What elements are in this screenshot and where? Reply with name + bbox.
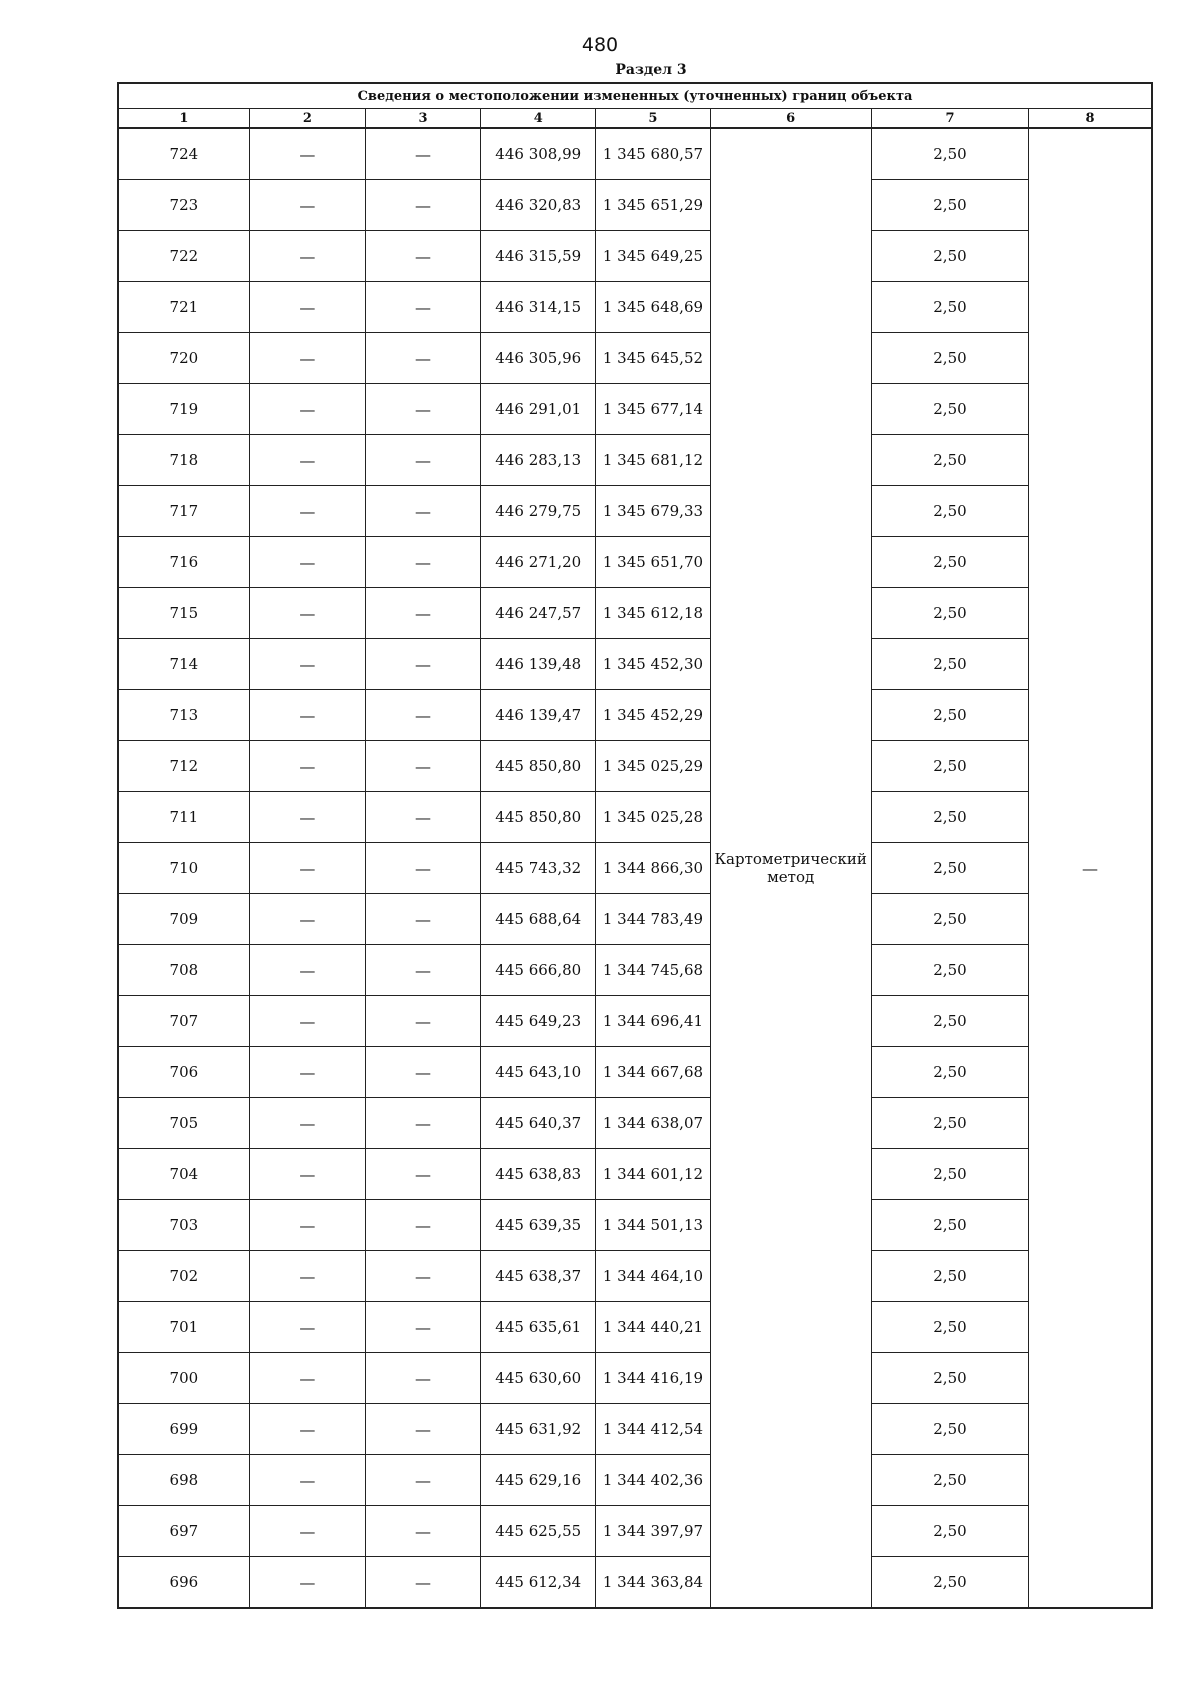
cell-c4: 445 625,55 [481,1506,596,1557]
table-row [118,384,1152,435]
cell-c7: 2,50 [871,282,1028,333]
cell-c1: 713 [118,690,249,741]
cell-c1: 719 [118,384,249,435]
cell-c4: 445 639,35 [481,1200,596,1251]
cell-c4: 445 850,80 [481,792,596,843]
cell-c2: — [249,1251,365,1302]
cell-c3: — [365,537,480,588]
cell-c1: 696 [118,1557,249,1609]
cell-c5: 1 345 452,29 [596,690,710,741]
cell-c2: — [249,588,365,639]
column-number: 4 [481,109,596,129]
column8-cell: — [1029,128,1152,1608]
cell-c5: 1 345 651,70 [596,537,710,588]
cell-c1: 718 [118,435,249,486]
table-row [118,843,1152,894]
cell-c3: — [365,1149,480,1200]
cell-c1: 721 [118,282,249,333]
table-row [118,588,1152,639]
cell-c2: — [249,1506,365,1557]
cell-c1: 708 [118,945,249,996]
cell-c7: 2,50 [871,384,1028,435]
cell-c7: 2,50 [871,1455,1028,1506]
cell-c4: 445 629,16 [481,1455,596,1506]
cell-c1: 709 [118,894,249,945]
cell-c5: 1 345 677,14 [596,384,710,435]
table-row [118,1251,1152,1302]
cell-c5: 1 344 783,49 [596,894,710,945]
table-row [118,741,1152,792]
cell-c7: 2,50 [871,231,1028,282]
column-number: 2 [249,109,365,129]
cell-c4: 445 666,80 [481,945,596,996]
cell-c7: 2,50 [871,996,1028,1047]
table-row [118,792,1152,843]
cell-c1: 717 [118,486,249,537]
cell-c4: 445 631,92 [481,1404,596,1455]
cell-c2: — [249,1353,365,1404]
table-row [118,690,1152,741]
cell-c4: 446 305,96 [481,333,596,384]
cell-c2: — [249,1098,365,1149]
cell-c7: 2,50 [871,435,1028,486]
table-row [118,1098,1152,1149]
cell-c7: 2,50 [871,333,1028,384]
cell-c7: 2,50 [871,1251,1028,1302]
cell-c2: — [249,486,365,537]
cell-c5: 1 345 025,29 [596,741,710,792]
cell-c1: 697 [118,1506,249,1557]
cell-c1: 698 [118,1455,249,1506]
cell-c2: — [249,639,365,690]
table-row [118,945,1152,996]
cell-c2: — [249,231,365,282]
cell-c3: — [365,180,480,231]
cell-c2: — [249,180,365,231]
cell-c5: 1 345 645,52 [596,333,710,384]
cell-c4: 445 688,64 [481,894,596,945]
cell-c5: 1 344 667,68 [596,1047,710,1098]
cell-c3: — [365,1404,480,1455]
cell-c7: 2,50 [871,1557,1028,1609]
cell-c2: — [249,1557,365,1609]
cell-c3: — [365,945,480,996]
cell-c3: — [365,588,480,639]
cell-c7: 2,50 [871,639,1028,690]
method-cell: Картометрический метод [710,128,871,1608]
cell-c1: 705 [118,1098,249,1149]
cell-c4: 446 315,59 [481,231,596,282]
cell-c7: 2,50 [871,1149,1028,1200]
cell-c5: 1 344 402,36 [596,1455,710,1506]
cell-c2: — [249,741,365,792]
cell-c5: 1 345 452,30 [596,639,710,690]
cell-c1: 715 [118,588,249,639]
column-number: 3 [365,109,480,129]
cell-c5: 1 345 612,18 [596,588,710,639]
cell-c3: — [365,231,480,282]
table-row [118,333,1152,384]
cell-c3: — [365,996,480,1047]
cell-c5: 1 344 440,21 [596,1302,710,1353]
cell-c4: 446 314,15 [481,282,596,333]
column-number: 6 [710,109,871,129]
cell-c4: 446 320,83 [481,180,596,231]
cell-c4: 446 139,47 [481,690,596,741]
cell-c3: — [365,1557,480,1609]
cell-c5: 1 345 649,25 [596,231,710,282]
column-number: 8 [1029,109,1152,129]
cell-c4: 445 630,60 [481,1353,596,1404]
cell-c7: 2,50 [871,128,1028,180]
cell-c3: — [365,1047,480,1098]
cell-c4: 445 743,32 [481,843,596,894]
cell-c2: — [249,384,365,435]
cell-c7: 2,50 [871,894,1028,945]
cell-c2: — [249,1302,365,1353]
cell-c4: 446 308,99 [481,128,596,180]
cell-c1: 706 [118,1047,249,1098]
cell-c1: 723 [118,180,249,231]
cell-c4: 445 850,80 [481,741,596,792]
cell-c3: — [365,1353,480,1404]
table-row [118,128,1152,180]
table-row [118,1047,1152,1098]
cell-c2: — [249,537,365,588]
cell-c2: — [249,128,365,180]
cell-c5: 1 344 866,30 [596,843,710,894]
table-caption: Сведения о местоположении измененных (уточненных) границ объекта [118,83,1152,109]
cell-c1: 699 [118,1404,249,1455]
table-row [118,1149,1152,1200]
column-number: 1 [118,109,249,129]
cell-c4: 445 638,37 [481,1251,596,1302]
boundary-coordinates-table [117,82,1153,1609]
cell-c7: 2,50 [871,486,1028,537]
column-number: 7 [871,109,1028,129]
cell-c3: — [365,435,480,486]
page-number: 480 [581,34,619,56]
table-row [118,1353,1152,1404]
cell-c5: 1 345 651,29 [596,180,710,231]
cell-c7: 2,50 [871,1302,1028,1353]
cell-c4: 446 271,20 [481,537,596,588]
cell-c7: 2,50 [871,1404,1028,1455]
cell-c1: 722 [118,231,249,282]
cell-c2: — [249,945,365,996]
cell-c7: 2,50 [871,1353,1028,1404]
cell-c5: 1 345 648,69 [596,282,710,333]
cell-c4: 445 638,83 [481,1149,596,1200]
cell-c3: — [365,639,480,690]
cell-c7: 2,50 [871,180,1028,231]
table-row [118,996,1152,1047]
cell-c4: 446 247,57 [481,588,596,639]
cell-c2: — [249,1200,365,1251]
cell-c3: — [365,1200,480,1251]
table-row [118,1404,1152,1455]
table-row [118,435,1152,486]
cell-c2: — [249,843,365,894]
cell-c4: 445 643,10 [481,1047,596,1098]
cell-c7: 2,50 [871,1506,1028,1557]
cell-c7: 2,50 [871,741,1028,792]
table-row [118,282,1152,333]
cell-c3: — [365,894,480,945]
cell-c7: 2,50 [871,792,1028,843]
cell-c2: — [249,1149,365,1200]
cell-c5: 1 344 412,54 [596,1404,710,1455]
cell-c1: 710 [118,843,249,894]
column-number: 5 [596,109,710,129]
cell-c1: 714 [118,639,249,690]
table-row [118,639,1152,690]
cell-c2: — [249,792,365,843]
table-row [118,231,1152,282]
cell-c4: 445 635,61 [481,1302,596,1353]
cell-c4: 446 139,48 [481,639,596,690]
cell-c1: 724 [118,128,249,180]
cell-c3: — [365,792,480,843]
cell-c1: 704 [118,1149,249,1200]
cell-c7: 2,50 [871,843,1028,894]
cell-c3: — [365,486,480,537]
cell-c1: 720 [118,333,249,384]
cell-c3: — [365,384,480,435]
column-number-row [118,109,1152,129]
cell-c7: 2,50 [871,537,1028,588]
cell-c1: 703 [118,1200,249,1251]
cell-c3: — [365,843,480,894]
cell-c5: 1 344 464,10 [596,1251,710,1302]
cell-c1: 702 [118,1251,249,1302]
cell-c3: — [365,1455,480,1506]
cell-c3: — [365,1506,480,1557]
cell-c3: — [365,333,480,384]
cell-c1: 711 [118,792,249,843]
cell-c2: — [249,1047,365,1098]
cell-c3: — [365,1098,480,1149]
table-row [118,1455,1152,1506]
cell-c4: 445 640,37 [481,1098,596,1149]
cell-c2: — [249,894,365,945]
cell-c5: 1 344 638,07 [596,1098,710,1149]
cell-c5: 1 345 681,12 [596,435,710,486]
cell-c4: 446 291,01 [481,384,596,435]
cell-c4: 445 612,34 [481,1557,596,1609]
cell-c5: 1 344 397,97 [596,1506,710,1557]
cell-c5: 1 344 745,68 [596,945,710,996]
cell-c2: — [249,333,365,384]
cell-c2: — [249,996,365,1047]
cell-c2: — [249,1404,365,1455]
section-title: Раздел 3 [615,62,687,78]
cell-c5: 1 344 696,41 [596,996,710,1047]
cell-c1: 700 [118,1353,249,1404]
cell-c7: 2,50 [871,1098,1028,1149]
cell-c3: — [365,1251,480,1302]
cell-c4: 446 283,13 [481,435,596,486]
cell-c1: 712 [118,741,249,792]
table-body [118,128,1152,1608]
cell-c1: 707 [118,996,249,1047]
cell-c3: — [365,282,480,333]
cell-c5: 1 344 363,84 [596,1557,710,1609]
cell-c3: — [365,741,480,792]
cell-c2: — [249,435,365,486]
cell-c1: 716 [118,537,249,588]
cell-c7: 2,50 [871,945,1028,996]
table-row [118,1200,1152,1251]
table-row [118,894,1152,945]
cell-c7: 2,50 [871,1047,1028,1098]
cell-c5: 1 344 501,13 [596,1200,710,1251]
cell-c5: 1 345 679,33 [596,486,710,537]
cell-c7: 2,50 [871,1200,1028,1251]
cell-c5: 1 344 601,12 [596,1149,710,1200]
cell-c3: — [365,1302,480,1353]
cell-c4: 445 649,23 [481,996,596,1047]
table-row [118,1506,1152,1557]
cell-c3: — [365,128,480,180]
cell-c1: 701 [118,1302,249,1353]
table-row [118,1302,1152,1353]
cell-c7: 2,50 [871,690,1028,741]
cell-c2: — [249,282,365,333]
cell-c2: — [249,1455,365,1506]
cell-c5: 1 345 025,28 [596,792,710,843]
cell-c4: 446 279,75 [481,486,596,537]
table-row [118,1557,1152,1609]
table-row [118,537,1152,588]
table-row [118,486,1152,537]
cell-c7: 2,50 [871,588,1028,639]
table-row [118,180,1152,231]
cell-c5: 1 345 680,57 [596,128,710,180]
cell-c2: — [249,690,365,741]
cell-c5: 1 344 416,19 [596,1353,710,1404]
cell-c3: — [365,690,480,741]
